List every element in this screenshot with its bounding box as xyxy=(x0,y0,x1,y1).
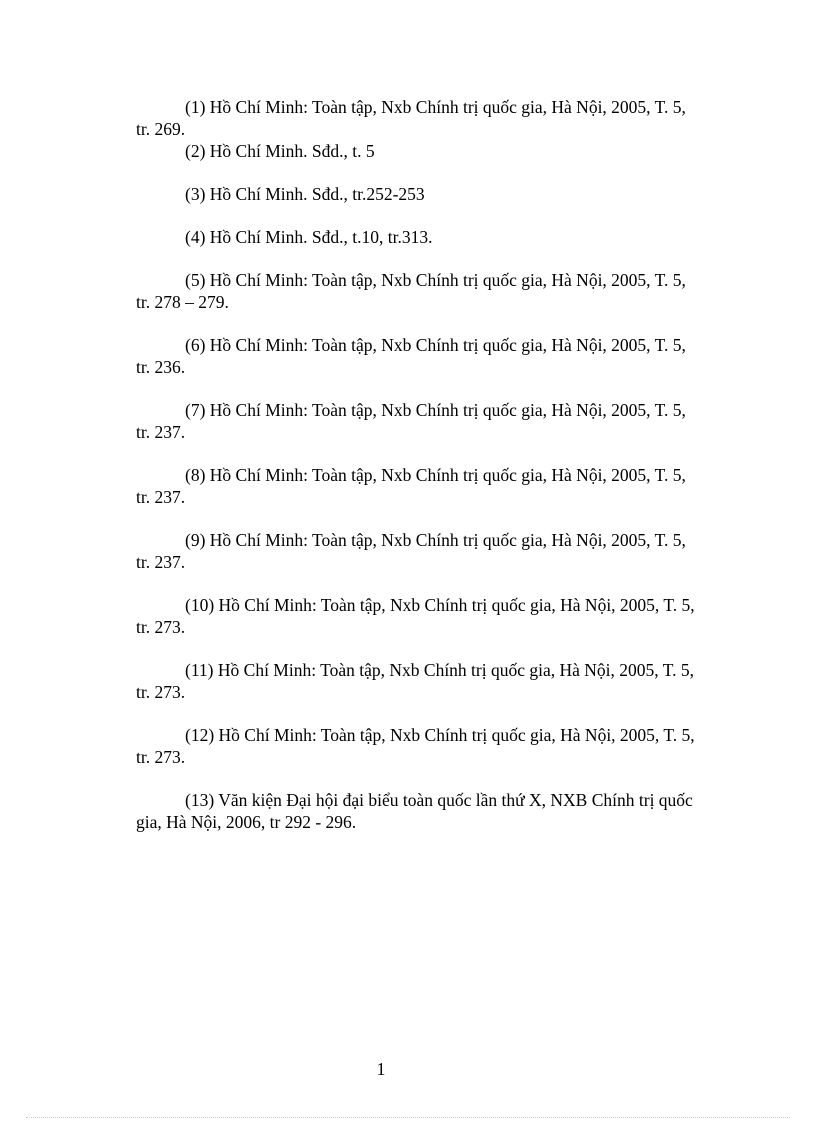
footnote-4: (4) Hồ Chí Minh. Sđd., t.10, tr.313. xyxy=(185,227,433,247)
footnote-7: (7) Hồ Chí Minh: Toàn tập, Nxb Chính trị quốc gia, Hà Nội, 2005, T. 5, tr. 237. xyxy=(136,400,686,442)
footnote-12: (12) Hồ Chí Minh: Toàn tập, Nxb Chính trị quốc gia, Hà Nội, 2005, T. 5, tr. 273. xyxy=(136,725,695,767)
footnote-13: (13) Văn kiện Đại hội đại biểu toàn quốc lần thứ X, NXB Chính trị quốc gia, Hà Nội, 2006, tr 292 - 296. xyxy=(136,790,693,832)
footnote-3: (3) Hồ Chí Minh. Sđd., tr.252-253 xyxy=(185,184,425,204)
footnote-6: (6) Hồ Chí Minh: Toàn tập, Nxb Chính trị quốc gia, Hà Nội, 2005, T. 5, tr. 236. xyxy=(136,335,686,377)
footnote-list xyxy=(136,96,702,854)
footnote-10: (10) Hồ Chí Minh: Toàn tập, Nxb Chính trị quốc gia, Hà Nội, 2005, T. 5, tr. 273. xyxy=(136,595,695,637)
footnote-5: (5) Hồ Chí Minh: Toàn tập, Nxb Chính trị quốc gia, Hà Nội, 2005, T. 5, tr. 278 – 279. xyxy=(136,270,686,312)
page-bottom-divider xyxy=(26,1117,790,1118)
page-number: 1 xyxy=(376,1059,386,1079)
footnote-9: (9) Hồ Chí Minh: Toàn tập, Nxb Chính trị quốc gia, Hà Nội, 2005, T. 5, tr. 237. xyxy=(136,530,686,572)
footnote-1: (1) Hồ Chí Minh: Toàn tập, Nxb Chính trị quốc gia, Hà Nội, 2005, T. 5, tr. 269. xyxy=(136,97,686,139)
footnote-8: (8) Hồ Chí Minh: Toàn tập, Nxb Chính trị quốc gia, Hà Nội, 2005, T. 5, tr. 237. xyxy=(136,465,686,507)
footnote-11: (11) Hồ Chí Minh: Toàn tập, Nxb Chính trị quốc gia, Hà Nội, 2005, T. 5, tr. 273. xyxy=(136,660,694,702)
footnote-2: (2) Hồ Chí Minh. Sđd., t. 5 xyxy=(185,141,375,161)
